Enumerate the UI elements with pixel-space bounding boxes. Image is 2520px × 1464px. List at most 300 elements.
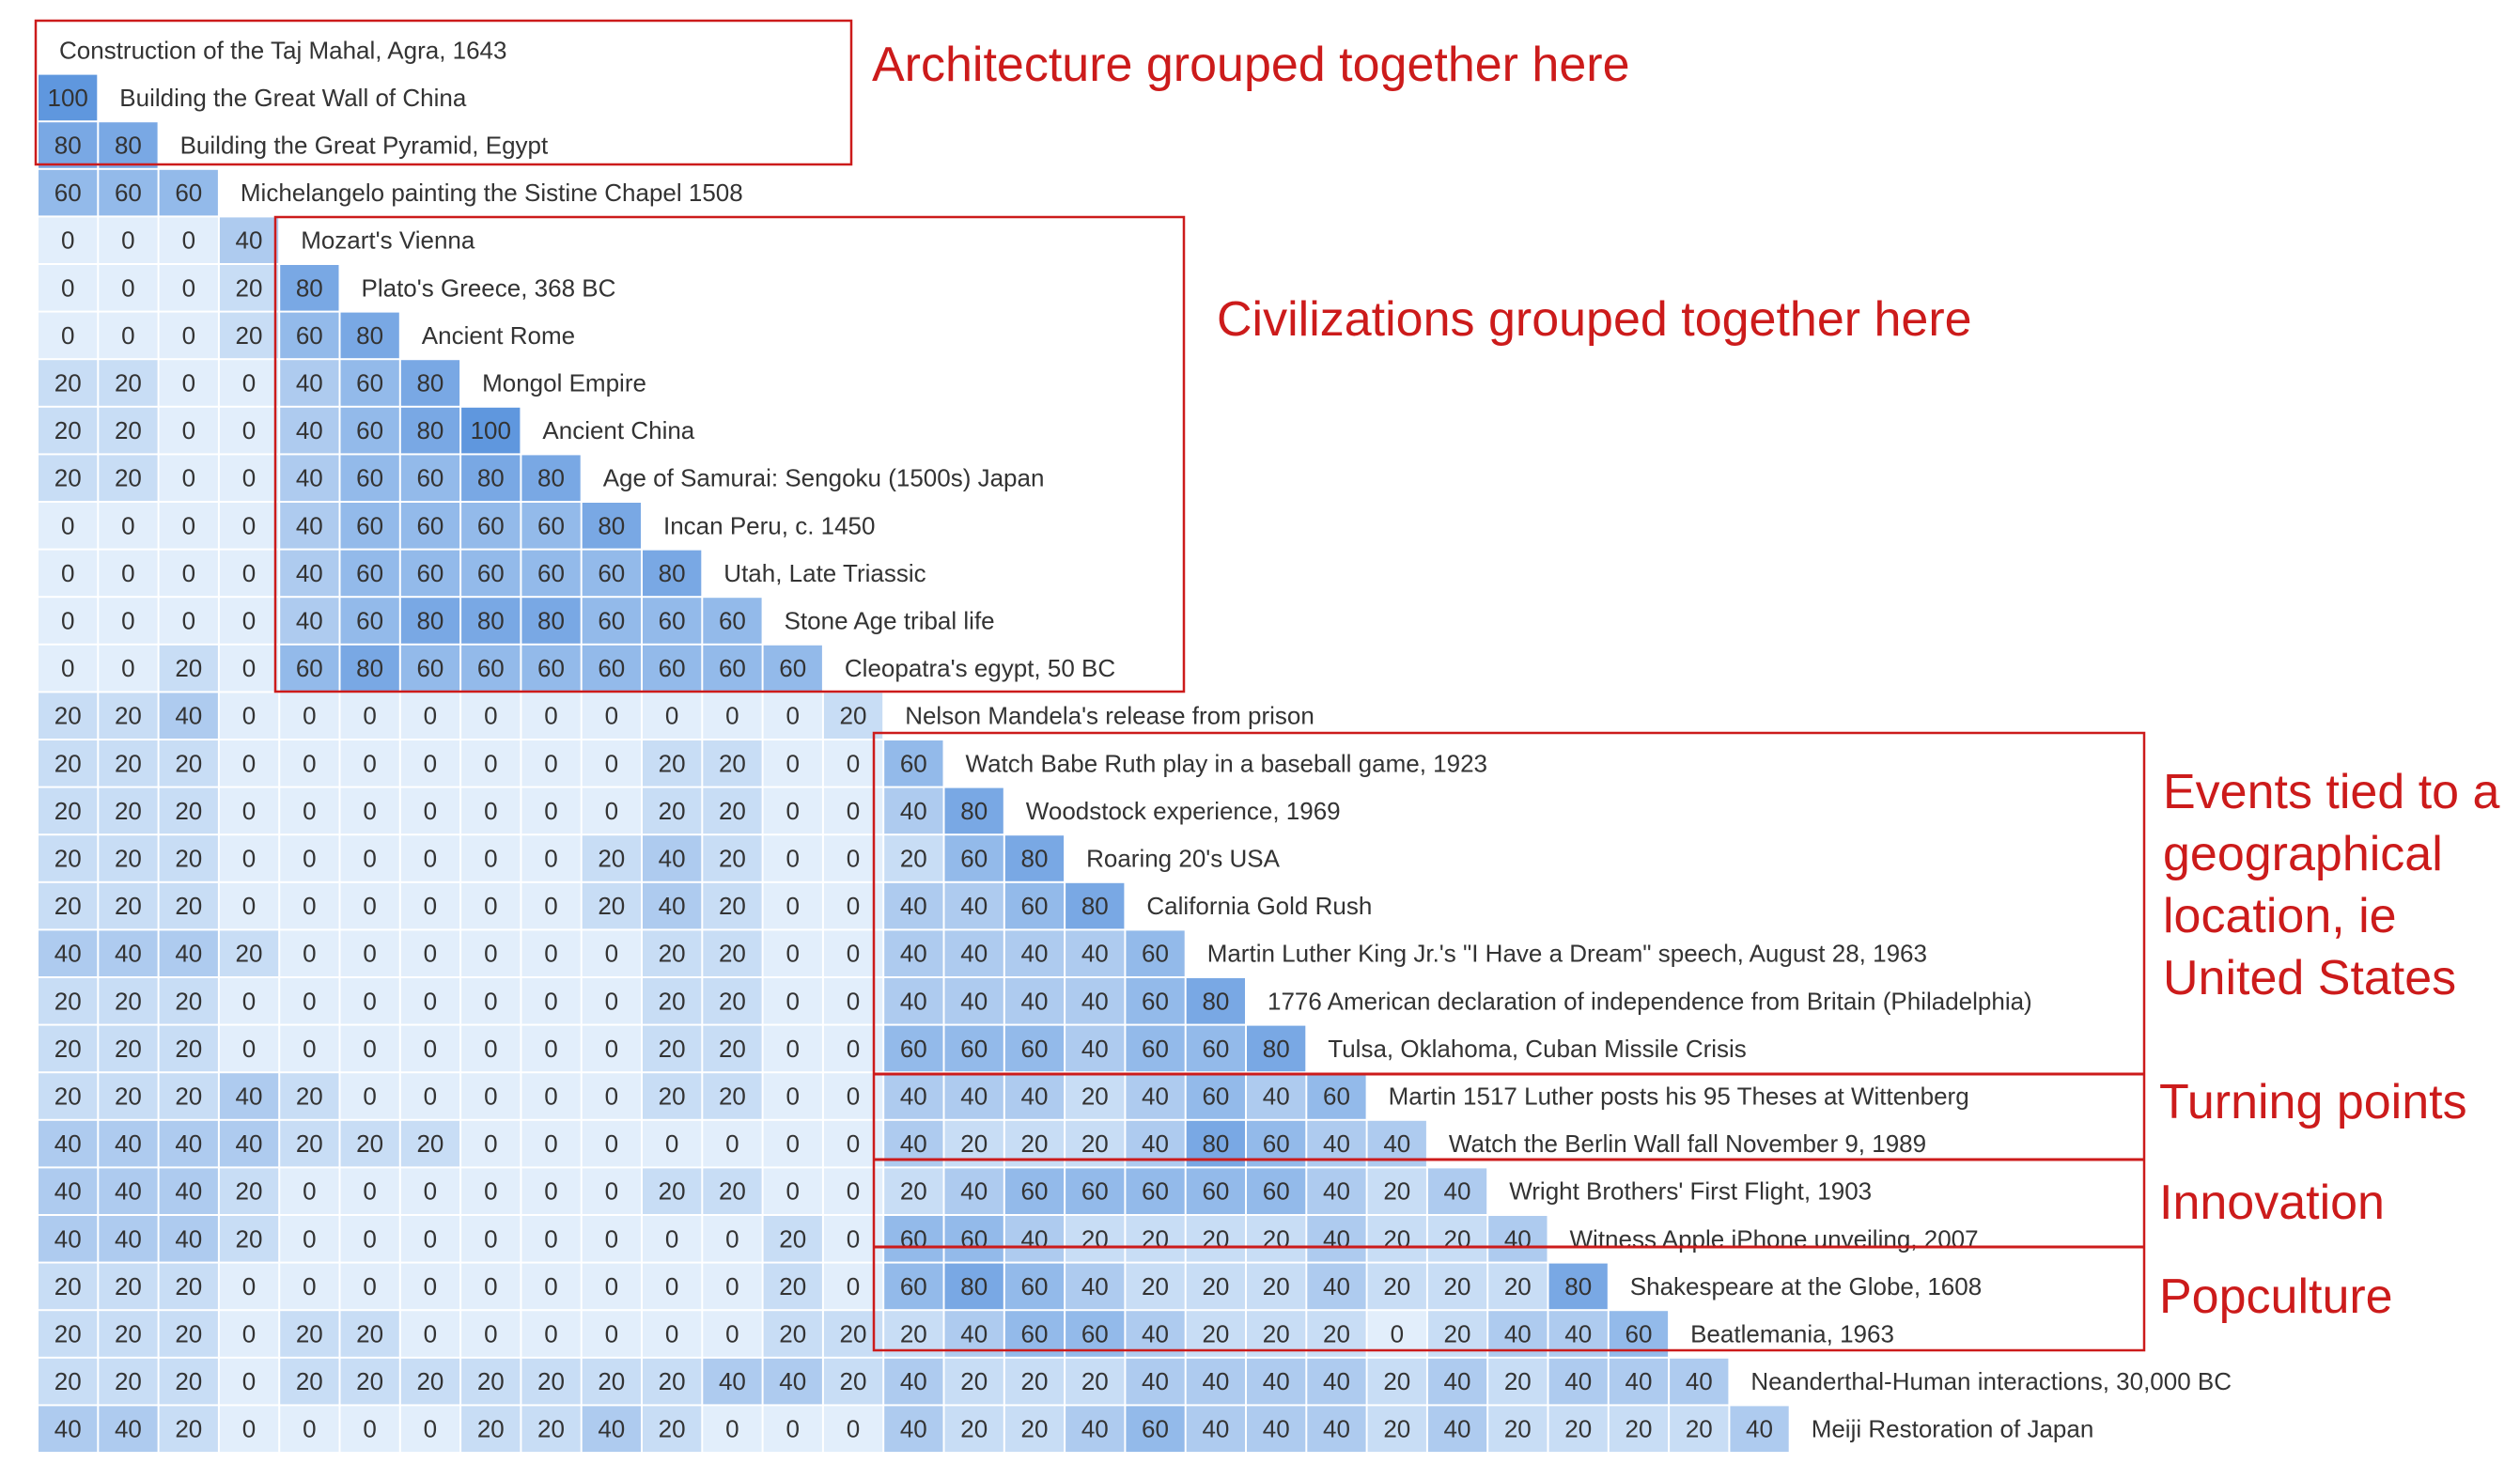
heatmap-cell-value: 0: [604, 1034, 619, 1063]
heatmap-cell-value: 0: [241, 463, 257, 492]
heatmap-cell-value: 60: [537, 558, 565, 587]
row-label: Witness Apple iPhone unveiling, 2007: [1569, 1224, 1979, 1254]
heatmap-cell-value: 20: [54, 463, 82, 492]
heatmap-cell-value: 60: [416, 558, 444, 587]
heatmap-cell-value: 0: [423, 1271, 438, 1300]
row-label: Meiji Restoration of Japan: [1811, 1414, 2094, 1443]
heatmap-cell-value: 60: [356, 558, 384, 587]
heatmap-cell-value: 0: [484, 1271, 498, 1300]
heatmap-cell-value: 60: [1262, 1129, 1290, 1159]
row-label: Tulsa, Oklahoma, Cuban Missile Crisis: [1328, 1034, 1747, 1063]
heatmap-cell-value: 20: [1503, 1414, 1532, 1443]
heatmap-cell-value: 0: [544, 701, 558, 730]
heatmap-cell-value: 60: [1262, 1176, 1290, 1206]
heatmap-cell-value: 40: [899, 987, 927, 1016]
heatmap-cell-value: 0: [241, 1271, 257, 1300]
heatmap-cell-value: 40: [1081, 1271, 1109, 1300]
heatmap-cell-value: 20: [114, 1271, 142, 1300]
heatmap-cell-value: 80: [356, 654, 384, 683]
heatmap-cell-value: 40: [1746, 1414, 1773, 1443]
heatmap-cell-value: 20: [1142, 1271, 1169, 1300]
heatmap-cell-value: 20: [899, 844, 927, 873]
heatmap-cell-value: 0: [60, 273, 75, 303]
heatmap-cell-value: 0: [423, 1082, 438, 1111]
heatmap-cell-value: 0: [181, 558, 196, 587]
heatmap-cell-value: 40: [175, 1224, 203, 1254]
heatmap-cell-value: 0: [786, 749, 800, 778]
heatmap-cell-value: 40: [1081, 1414, 1109, 1443]
heatmap-cell-value: 20: [54, 368, 82, 397]
heatmap-cell-value: 20: [658, 1367, 686, 1396]
heatmap-cell-value: 80: [416, 416, 444, 445]
heatmap-cell-value: 0: [303, 892, 317, 921]
heatmap-cell-value: 0: [121, 226, 135, 255]
heatmap-cell-value: 60: [356, 463, 384, 492]
heatmap-cell-value: 40: [1323, 1176, 1350, 1206]
heatmap-cell-value: 0: [303, 749, 317, 778]
row-label: Watch Babe Ruth play in a baseball game, 1923: [965, 749, 1487, 778]
heatmap-cell-value: 40: [114, 1129, 142, 1159]
heatmap-cell-value: 0: [121, 511, 135, 540]
heatmap-cell-value: 0: [241, 558, 257, 587]
heatmap-cell-value: 0: [544, 844, 558, 873]
heatmap-cell-value: 60: [295, 654, 323, 683]
row-label: Building the Great Wall of China: [119, 83, 467, 112]
heatmap-cell-value: 80: [960, 796, 988, 825]
heatmap-cell-value: 20: [1503, 1367, 1532, 1396]
heatmap-cell-value: 40: [1262, 1082, 1290, 1111]
heatmap-cell-value: 0: [846, 1271, 861, 1300]
heatmap-cell-value: 60: [1142, 1034, 1169, 1063]
heatmap-cell-value: 40: [1564, 1319, 1593, 1348]
heatmap-cell-value: 20: [1685, 1414, 1713, 1443]
heatmap-cell-value: 20: [114, 368, 142, 397]
heatmap-cell-value: 0: [544, 1034, 558, 1063]
heatmap-cell-value: 40: [295, 511, 323, 540]
heatmap-cell-value: 40: [235, 226, 263, 255]
heatmap-cell-value: 20: [718, 987, 746, 1016]
heatmap-cell-value: 80: [1020, 844, 1049, 873]
heatmap-cell-value: 20: [416, 1367, 444, 1396]
heatmap-cell-value: 20: [54, 1271, 82, 1300]
heatmap-cell-value: 40: [114, 1224, 142, 1254]
heatmap-cell-value: 20: [54, 1082, 82, 1111]
heatmap-cell-value: 0: [241, 1367, 257, 1396]
heatmap-cell-value: 20: [1081, 1082, 1109, 1111]
heatmap-cell-value: 40: [1142, 1319, 1169, 1348]
heatmap-cell-value: 20: [476, 1367, 505, 1396]
heatmap-cell-value: 60: [54, 179, 82, 208]
heatmap-cell-value: 40: [1081, 1034, 1109, 1063]
heatmap-cell-value: 0: [363, 987, 377, 1016]
heatmap-cell-value: 0: [241, 701, 257, 730]
heatmap-cell-value: 0: [544, 892, 558, 921]
heatmap-cell-value: 60: [1142, 939, 1169, 968]
heatmap-cell-value: 20: [114, 1082, 142, 1111]
heatmap-cell-value: 40: [1685, 1367, 1713, 1396]
heatmap-cell-value: 0: [181, 463, 196, 492]
heatmap-cell-value: 40: [1081, 939, 1109, 968]
heatmap-cell-value: 40: [1443, 1176, 1471, 1206]
heatmap-cell-value: 0: [484, 1129, 498, 1159]
heatmap-cell-value: 40: [175, 701, 203, 730]
heatmap-cell-value: 40: [1383, 1129, 1411, 1159]
heatmap-cell-value: 0: [604, 1319, 619, 1348]
row-label: Martin Luther King Jr.'s "I Have a Dream" speech, August 28, 1963: [1206, 939, 1927, 968]
heatmap-cell-value: 20: [658, 987, 686, 1016]
heatmap-cell-value: 40: [899, 796, 927, 825]
heatmap-cell-value: 40: [295, 606, 323, 635]
heatmap-cell-value: 0: [181, 416, 196, 445]
heatmap-cell-value: 20: [658, 1414, 686, 1443]
architecture-annotation: Architecture grouped together here: [872, 38, 1630, 92]
heatmap-cell-value: 60: [1020, 892, 1049, 921]
heatmap-cell-value: 60: [598, 558, 626, 587]
heatmap-cell-value: 40: [899, 892, 927, 921]
heatmap-cell-value: 0: [725, 701, 739, 730]
heatmap-cell-value: 20: [1020, 1414, 1049, 1443]
row-label: Michelangelo painting the Sistine Chapel 1508: [240, 179, 743, 208]
heatmap-cell-value: 20: [54, 796, 82, 825]
heatmap-cell-value: 0: [544, 1319, 558, 1348]
heatmap-cell-value: 0: [241, 606, 257, 635]
heatmap-cell-value: 0: [544, 1271, 558, 1300]
heatmap-cell-value: 0: [786, 939, 800, 968]
heatmap-cell-value: 20: [114, 987, 142, 1016]
heatmap-cell-value: 20: [114, 796, 142, 825]
heatmap-cell-value: 60: [416, 463, 444, 492]
heatmap-cell-value: 20: [718, 796, 746, 825]
heatmap-cell-value: 40: [1142, 1367, 1169, 1396]
heatmap-cell-value: 0: [303, 939, 317, 968]
heatmap-cell-value: 20: [1262, 1319, 1290, 1348]
heatmap-cell-value: 20: [175, 1414, 203, 1443]
heatmap-cell-value: 60: [476, 558, 505, 587]
heatmap-cell-value: 60: [416, 511, 444, 540]
heatmap-cell-value: 0: [604, 701, 619, 730]
heatmap-cell-value: 0: [544, 1129, 558, 1159]
heatmap-cell-value: 20: [1503, 1271, 1532, 1300]
heatmap-cell-value: 0: [484, 987, 498, 1016]
heatmap-cell-value: 60: [658, 654, 686, 683]
heatmap-cell-value: 0: [423, 1319, 438, 1348]
heatmap-cell-value: 80: [1202, 1129, 1230, 1159]
heatmap-cell-value: 20: [658, 749, 686, 778]
heatmap-cell-value: 0: [664, 1224, 679, 1254]
heatmap-cell-value: 80: [476, 606, 505, 635]
heatmap-cell-value: 60: [175, 179, 203, 208]
heatmap-cell-value: 20: [175, 749, 203, 778]
heatmap-cell-value: 20: [1443, 1319, 1471, 1348]
row-label: Woodstock experience, 1969: [1025, 796, 1341, 825]
heatmap-cell-value: 40: [175, 1129, 203, 1159]
heatmap-cell-value: 0: [786, 1176, 800, 1206]
heatmap-cells: [39, 75, 1789, 1452]
row-label: Stone Age tribal life: [784, 606, 995, 635]
row-label: Beatlemania, 1963: [1690, 1319, 1894, 1348]
heatmap-cell-value: 20: [1202, 1271, 1230, 1300]
heatmap-cell-value: 0: [786, 701, 800, 730]
heatmap-cell-value: 60: [779, 654, 807, 683]
heatmap-cell-value: 60: [899, 1034, 927, 1063]
heatmap-cell-value: 20: [960, 1414, 988, 1443]
heatmap-cell-value: 20: [598, 892, 626, 921]
heatmap-cell-value: 0: [786, 1082, 800, 1111]
heatmap-cell-value: 0: [363, 1271, 377, 1300]
heatmap-cell-value: 0: [241, 892, 257, 921]
heatmap-cell-value: 0: [484, 701, 498, 730]
heatmap-cell-value: 40: [899, 1129, 927, 1159]
heatmap-cell-value: 0: [181, 273, 196, 303]
heatmap-cell-value: 0: [423, 987, 438, 1016]
heatmap-cell-value: 0: [846, 844, 861, 873]
heatmap-cell-value: 40: [960, 1319, 988, 1348]
heatmap-cell-value: 60: [537, 654, 565, 683]
heatmap-cell-value: 0: [846, 1082, 861, 1111]
heatmap-cell-value: 20: [718, 892, 746, 921]
heatmap-cell-value: 60: [295, 320, 323, 350]
heatmap-cell-value: 60: [1625, 1319, 1653, 1348]
heatmap-cell-value: 0: [423, 1224, 438, 1254]
heatmap-cell-value: 0: [604, 796, 619, 825]
heatmap-cell-value: 60: [1020, 1319, 1049, 1348]
heatmap-cell-value: 20: [1383, 1414, 1411, 1443]
heatmap-cell-value: 20: [658, 1176, 686, 1206]
heatmap-cell-value: 0: [241, 844, 257, 873]
heatmap-cell-value: 60: [718, 606, 746, 635]
heatmap-cell-value: 20: [175, 1319, 203, 1348]
heatmap-cell-value: 0: [241, 1034, 257, 1063]
heatmap-cell-value: 60: [899, 749, 927, 778]
heatmap-cell-value: 0: [60, 606, 75, 635]
heatmap-cell-value: 40: [1202, 1367, 1230, 1396]
heatmap-cell-value: 0: [241, 1319, 257, 1348]
heatmap-cell-value: 20: [779, 1319, 807, 1348]
heatmap-cell-value: 0: [363, 844, 377, 873]
heatmap-cell-value: 60: [1202, 1082, 1230, 1111]
heatmap-cell-value: 60: [537, 511, 565, 540]
heatmap-cell-value: 40: [1020, 1224, 1049, 1254]
heatmap-cell-value: 0: [60, 654, 75, 683]
heatmap-cell-value: 0: [241, 987, 257, 1016]
heatmap-cell-value: 0: [423, 892, 438, 921]
heatmap-cell-value: 40: [295, 463, 323, 492]
heatmap-cell-value: 0: [664, 1271, 679, 1300]
heatmap-cell-value: 40: [960, 939, 988, 968]
heatmap-cell-value: 40: [54, 939, 82, 968]
heatmap-cell-value: 80: [960, 1271, 988, 1300]
row-label: Roaring 20's USA: [1086, 844, 1280, 873]
heatmap-cell-value: 0: [664, 1319, 679, 1348]
row-label: Mozart's Vienna: [301, 226, 475, 255]
heatmap-cell-value: 100: [470, 416, 511, 445]
heatmap-cell-value: 40: [1625, 1367, 1653, 1396]
heatmap-cell-value: 60: [718, 654, 746, 683]
heatmap-cell-value: 0: [725, 1224, 739, 1254]
heatmap-cell-value: 40: [1443, 1367, 1471, 1396]
row-label: 1776 American declaration of independence from Britain (Philadelphia): [1268, 987, 2032, 1016]
heatmap-cell-value: 0: [484, 939, 498, 968]
heatmap-cell-value: 0: [725, 1271, 739, 1300]
heatmap-cell-value: 0: [363, 892, 377, 921]
heatmap-cell-value: 20: [718, 1034, 746, 1063]
heatmap-cell-value: 0: [121, 273, 135, 303]
heatmap-cell-value: 60: [114, 179, 142, 208]
heatmap-cell-value: 80: [537, 463, 565, 492]
heatmap-cell-value: 40: [1564, 1367, 1593, 1396]
row-label: Watch the Berlin Wall fall November 9, 1989: [1448, 1129, 1927, 1159]
heatmap-cell-value: 0: [484, 749, 498, 778]
innovation-annotation: Innovation: [2159, 1176, 2385, 1230]
heatmap-cell-value: 0: [423, 1176, 438, 1206]
heatmap-cell-value: 0: [423, 701, 438, 730]
heatmap-cell-value: 40: [54, 1414, 82, 1443]
heatmap-cell-value: 20: [175, 987, 203, 1016]
heatmap-cell-value: 60: [416, 654, 444, 683]
heatmap-cell-value: 20: [899, 1319, 927, 1348]
heatmap-cell-value: 60: [1081, 1176, 1109, 1206]
heatmap-cell-value: 0: [241, 749, 257, 778]
heatmap-cell-value: 80: [1202, 987, 1230, 1016]
heatmap-cell-value: 0: [484, 844, 498, 873]
heatmap-cell-value: 0: [423, 844, 438, 873]
heatmap-cell-value: 20: [356, 1367, 384, 1396]
heatmap-cell-value: 20: [295, 1367, 323, 1396]
heatmap-cell-value: 20: [175, 1034, 203, 1063]
heatmap-cell-value: 20: [1323, 1319, 1350, 1348]
heatmap-cell-value: 0: [363, 1224, 377, 1254]
heatmap-cell-value: 0: [544, 987, 558, 1016]
heatmap-cell-value: 60: [899, 1271, 927, 1300]
heatmap-cell-value: 0: [664, 701, 679, 730]
heatmap-cell-value: 80: [416, 368, 444, 397]
heatmap-cell-value: 0: [303, 1414, 317, 1443]
turning-points-annotation: Turning points: [2159, 1075, 2467, 1129]
heatmap-cell-value: 60: [1020, 1034, 1049, 1063]
heatmap-cell-value: 20: [839, 1319, 867, 1348]
heatmap-cell-value: 60: [1202, 1176, 1230, 1206]
heatmap-cell-value: 60: [356, 368, 384, 397]
heatmap-cell-value: 40: [779, 1367, 807, 1396]
heatmap-cell-value: 20: [960, 1367, 988, 1396]
row-label: Nelson Mandela's release from prison: [905, 701, 1314, 730]
heatmap-cell-value: 80: [295, 273, 323, 303]
heatmap-cell-value: 60: [960, 844, 988, 873]
heatmap-cell-value: 0: [484, 1176, 498, 1206]
heatmap-cell-value: 0: [484, 1082, 498, 1111]
heatmap-cell-value: 0: [60, 558, 75, 587]
heatmap-cell-value: 60: [960, 1224, 988, 1254]
heatmap-cell-value: 60: [960, 1034, 988, 1063]
heatmap-cell-value: 0: [303, 796, 317, 825]
heatmap-cell-value: 0: [303, 1034, 317, 1063]
heatmap-cell-value: 20: [54, 844, 82, 873]
heatmap-cell-value: 20: [235, 320, 263, 350]
heatmap-cell-value: 0: [786, 1129, 800, 1159]
heatmap-cell-value: 0: [363, 749, 377, 778]
heatmap-cell-value: 20: [295, 1129, 323, 1159]
heatmap-cell-value: 40: [1202, 1414, 1230, 1443]
heatmap-cell-value: 0: [241, 368, 257, 397]
heatmap-cell-value: 20: [1081, 1129, 1109, 1159]
heatmap-cell-value: 0: [303, 1224, 317, 1254]
heatmap-cell-value: 60: [1202, 1034, 1230, 1063]
heatmap-cell-value: 20: [718, 939, 746, 968]
heatmap-cell-value: 0: [241, 416, 257, 445]
heatmap-cell-value: 0: [846, 1129, 861, 1159]
heatmap-cell-value: 20: [54, 1367, 82, 1396]
heatmap-cell-value: 20: [1020, 1367, 1049, 1396]
heatmap-cell-value: 20: [235, 273, 263, 303]
heatmap-cell-value: 0: [363, 796, 377, 825]
heatmap-cell-value: 20: [658, 796, 686, 825]
heatmap-cell-value: 0: [484, 1319, 498, 1348]
heatmap-cell-value: 20: [1202, 1319, 1230, 1348]
heatmap-cell-value: 20: [598, 844, 626, 873]
heatmap-cell-value: 40: [1323, 1129, 1350, 1159]
heatmap-cell-value: 80: [356, 320, 384, 350]
heatmap-cell-value: 0: [363, 939, 377, 968]
heatmap-cell-value: 40: [899, 1082, 927, 1111]
heatmap-cell-value: 40: [54, 1224, 82, 1254]
row-label: Utah, Late Triassic: [723, 558, 926, 587]
heatmap-cell-value: 40: [114, 939, 142, 968]
heatmap-cell-value: 20: [658, 1082, 686, 1111]
heatmap-cell-value: 0: [786, 987, 800, 1016]
heatmap-cell-value: 40: [295, 368, 323, 397]
geographical-annotation-line-3: location, ie: [2163, 889, 2397, 943]
heatmap-cell-value: 0: [846, 749, 861, 778]
heatmap-cell-value: 40: [598, 1414, 626, 1443]
heatmap-cell-value: 20: [1262, 1224, 1290, 1254]
heatmap-cell-value: 0: [121, 606, 135, 635]
heatmap-cell-value: 20: [1081, 1224, 1109, 1254]
heatmap-cell-value: 0: [846, 939, 861, 968]
heatmap-cell-value: 40: [960, 1082, 988, 1111]
heatmap-cell-value: 20: [175, 892, 203, 921]
row-label: California Gold Rush: [1146, 892, 1373, 921]
heatmap-cell-value: 80: [114, 131, 142, 160]
heatmap-cell-value: 20: [175, 796, 203, 825]
heatmap-cell-value: 40: [1020, 939, 1049, 968]
heatmap-cell-value: 20: [1564, 1414, 1593, 1443]
heatmap-cell-value: 20: [356, 1129, 384, 1159]
heatmap-cell-value: 0: [846, 987, 861, 1016]
heatmap-cell-value: 20: [1262, 1271, 1290, 1300]
heatmap-cell-value: 0: [604, 1224, 619, 1254]
heatmap-cell-value: 20: [1383, 1224, 1411, 1254]
heatmap-cell-value: 60: [1142, 987, 1169, 1016]
heatmap-cell-value: 20: [1081, 1367, 1109, 1396]
heatmap-cell-value: 40: [235, 1129, 263, 1159]
heatmap-cell-value: 20: [598, 1367, 626, 1396]
heatmap-cell-value: 60: [1081, 1319, 1109, 1348]
heatmap-cell-value: 0: [303, 987, 317, 1016]
heatmap-cell-value: 80: [476, 463, 505, 492]
civilizations-annotation: Civilizations grouped together here: [1217, 292, 1972, 347]
heatmap-cell-value: 0: [846, 1414, 861, 1443]
heatmap-cell-value: 0: [725, 1319, 739, 1348]
heatmap-cell-value: 0: [121, 320, 135, 350]
heatmap-cell-value: 20: [1202, 1224, 1230, 1254]
heatmap-cell-value: 0: [786, 1414, 800, 1443]
heatmap-cell-value: 40: [1142, 1129, 1169, 1159]
heatmap-cell-value: 20: [1625, 1414, 1653, 1443]
heatmap-cell-value: 0: [121, 654, 135, 683]
heatmap-cell-value: 0: [181, 320, 196, 350]
row-label: Incan Peru, c. 1450: [663, 511, 876, 540]
heatmap-cell-value: 40: [1262, 1367, 1290, 1396]
